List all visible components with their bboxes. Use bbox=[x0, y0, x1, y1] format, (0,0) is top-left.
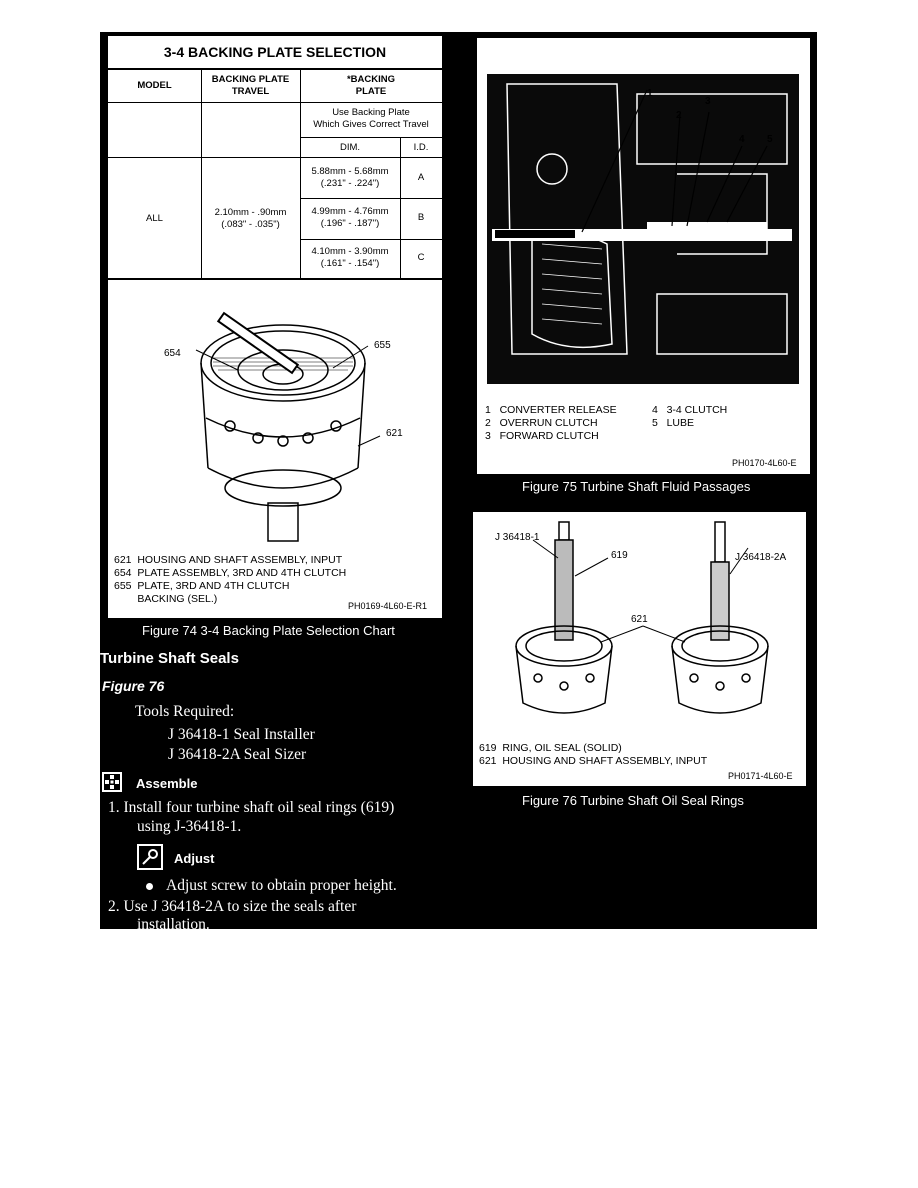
figure-76-box bbox=[471, 510, 808, 788]
tool-item: J 36418-2A Seal Sizer bbox=[168, 746, 307, 763]
step-1-line-2: using J-36418-1. bbox=[137, 818, 242, 835]
figure-76-caption: Figure 76 Turbine Shaft Oil Seal Rings bbox=[522, 793, 744, 808]
row-id: C bbox=[417, 252, 425, 263]
figure-74-caption: Figure 74 3-4 Backing Plate Selection Chart bbox=[142, 623, 395, 638]
table-line bbox=[300, 198, 442, 199]
callout-621: 621 bbox=[386, 428, 403, 439]
section-heading: Turbine Shaft Seals bbox=[100, 650, 239, 667]
figure-76-code: PH0171-4L60-E bbox=[728, 771, 793, 781]
figure-75-legend-left: 1 CONVERTER RELEASE 2 OVERRUN CLUTCH 3 FORWARD CLUTCH bbox=[485, 404, 617, 442]
table-title: 3-4 BACKING PLATE SELECTION bbox=[108, 36, 442, 70]
table-line bbox=[108, 102, 442, 103]
assemble-label: Assemble bbox=[136, 776, 198, 791]
callout-2: 2 bbox=[676, 110, 682, 121]
callout-4: 4 bbox=[739, 134, 745, 145]
table-line bbox=[300, 239, 442, 240]
adjust-label: Adjust bbox=[174, 851, 215, 866]
row-dim: 4.10mm - 3.90mm (.161" - .154") bbox=[311, 246, 389, 269]
header-model: MODEL bbox=[137, 80, 172, 91]
figure-75-code: PH0170-4L60-E bbox=[732, 458, 797, 468]
tool-item: J 36418-1 Seal Installer bbox=[168, 726, 315, 743]
callout-3: 3 bbox=[705, 96, 711, 107]
header-id: I.D. bbox=[413, 142, 429, 153]
row-id: A bbox=[417, 172, 425, 183]
label-619: 619 bbox=[611, 550, 628, 561]
label-tool-j36418-1: J 36418-1 bbox=[495, 532, 540, 543]
header-backing-plate: *BACKING PLATE bbox=[346, 74, 396, 97]
table-line bbox=[108, 157, 442, 158]
header-travel: BACKING PLATE TRAVEL bbox=[211, 74, 290, 97]
callout-654: 654 bbox=[164, 348, 181, 359]
transmission-cross-section-illustration bbox=[487, 54, 799, 384]
table-line bbox=[201, 68, 202, 278]
assemble-icon bbox=[102, 772, 122, 792]
bullet-dot-icon bbox=[146, 883, 153, 890]
bullet-text: Adjust screw to obtain proper height. bbox=[166, 877, 397, 894]
row-dim: 5.88mm - 5.68mm (.231" - .224") bbox=[311, 166, 389, 189]
figure-74-code: PH0169-4L60-E-R1 bbox=[348, 601, 428, 611]
adjust-icon bbox=[137, 844, 163, 870]
figure-74-box bbox=[106, 34, 444, 620]
step-2-line-2: installation. bbox=[137, 916, 210, 933]
figure-75-caption: Figure 75 Turbine Shaft Fluid Passages bbox=[522, 479, 751, 494]
table-line bbox=[108, 278, 442, 280]
subheader: Use Backing Plate Which Gives Correct Travel bbox=[313, 107, 429, 130]
callout-655: 655 bbox=[374, 340, 391, 351]
figure-74-legend: 621 HOUSING AND SHAFT ASSEMBLY, INPUT 654 PLATE ASSEMBLY, 3RD AND 4TH CLUTCH 655 PLATE, 3RD AND 4TH CLUTCH BACKING (SEL.) bbox=[114, 554, 347, 605]
scanned-page bbox=[100, 32, 817, 933]
step-2-line-1: 2. Use J 36418-2A to size the seals after bbox=[108, 898, 357, 915]
row-id: B bbox=[417, 212, 425, 223]
row-dim: 4.99mm - 4.76mm (.196" - .187") bbox=[311, 206, 389, 229]
callout-1: 1 bbox=[647, 88, 653, 99]
figure-75-box bbox=[475, 36, 812, 476]
label-621: 621 bbox=[631, 614, 648, 625]
figure-75-legend-right: 4 3-4 CLUTCH 5 LUBE bbox=[652, 404, 728, 429]
figure-76-legend: 619 RING, OIL SEAL (SOLID) 621 HOUSING AND SHAFT ASSEMBLY, INPUT bbox=[479, 742, 708, 767]
figure-reference: Figure 76 bbox=[102, 678, 165, 694]
table-line bbox=[300, 137, 442, 138]
step-1-line-1: 1. Install four turbine shaft oil seal rings (619) bbox=[108, 799, 395, 816]
label-tool-j36418-2a: J 36418-2A bbox=[735, 552, 787, 563]
clutch-housing-illustration bbox=[168, 298, 398, 548]
model-value: ALL bbox=[146, 213, 163, 224]
travel-value: 2.10mm - .90mm (.083" - .035") bbox=[214, 207, 287, 230]
callout-5: 5 bbox=[767, 134, 773, 145]
tools-required: Tools Required: bbox=[135, 703, 235, 720]
header-dim: DIM. bbox=[339, 142, 361, 153]
